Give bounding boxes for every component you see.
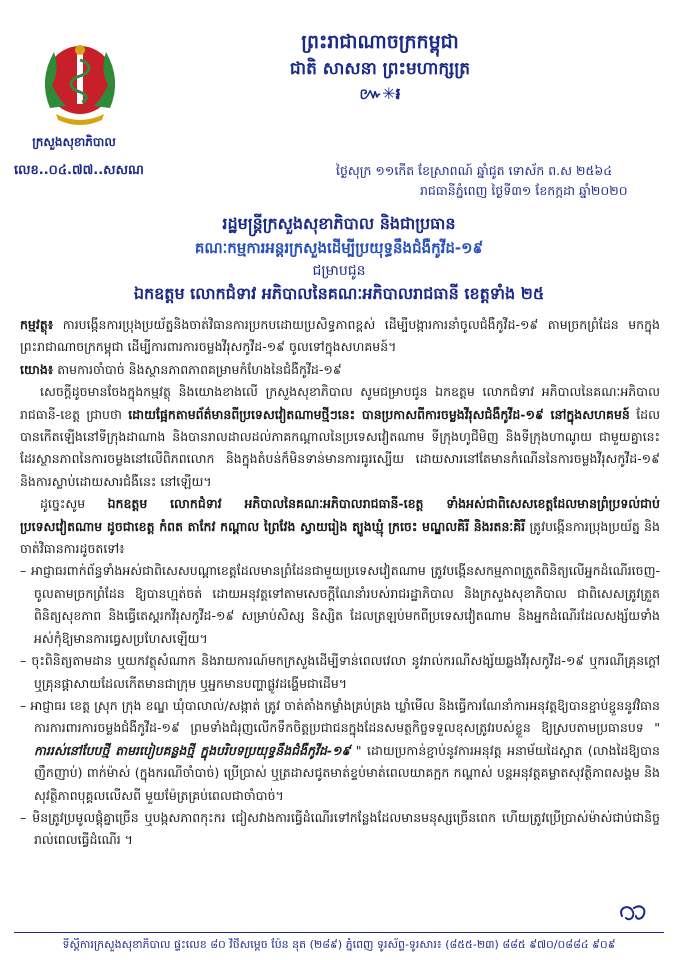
paragraph-1 (20, 381, 660, 493)
paragraph-2-part-a: ដូច្នេះសូម (40, 496, 108, 512)
letter-title (0, 212, 678, 306)
ornament-divider: ៚✳៛ (359, 84, 401, 103)
subject-label: កម្មវត្ថុ៖ (20, 317, 54, 332)
reference-label: យោង៖ (20, 361, 54, 377)
ministry-of-health-emblem-icon (30, 30, 130, 130)
bullet-3-part-a: – អាជ្ញាធរ ខេត្ត ស្រុក ក្រុង ខណ្ឌ ឃុំបាលាល់/សង្កាត់ ត្រូវ ចាត់តាំងកម្លាំងគ្រប់គ្រង ឃ្លាំមើល និងធ្វើការណែនាំការអនុវត្តឱ្យបានខ្ជាប់ខ្ជួននូវវិធានការការពារការចម្លងជំងឺកូវីដ-១៩ ព្រមទាំងជំរុញលើកទឹកចិត្តប្រជាជនក្នុងដែនសមត្ថកិច្ចទទួលខុសត្រូវរបស់ខ្លួន ឱ្យស្របតាមប្រធានបទ " (20, 697, 660, 736)
paragraph-2-part-b: ឯកឧត្តម លោកជំទាវ អភិបាលនៃគណៈអភិបាលរាជធានី-ខេត្ត ទាំងអស់ជាពិសេសខេត្តដែលមានព្រំប្រទល់ជាប់ប្រទេសវៀតណាម ដូចជាខេត្ត កំពត តាកែវ កណ្តាល ព្រៃវែង ស្វាយរៀង ត្បូងឃ្មុំ ក្រចេះ មណ្ឌលគិរី និងរតនៈគិរី (20, 496, 660, 534)
bullet-item-2: – ចុះពិនិត្យតាមដាន ឬយកវត្ថុសំណាក និងរាយការណ៍មកក្រសួងដើម្បីទាន់ពេលវេលា នូវរាល់ករណីសង្ស័យឆ្លងវីរុសកូវីដ-១៩ ឬករណីគ្រុនក្តៅ ឬគ្រុនផ្តាសាយដែលកើតមានជាក្រុម ឬអ្នកមានបញ្ហាផ្លូវដង្ហើមជាដើម។ (20, 653, 660, 691)
title-line-1: រដ្ឋមន្ត្រីក្រសួងសុខាភិបាល និងជាប្រធាន (222, 214, 456, 233)
subject-text: ការបង្កើនការប្រុងប្រយ័ត្ននិងចាត់វិធានការប្រកបដោយប្រសិទ្ធភាពខ្ពស់ ដើម្បីបង្ការការនាំចូលជំងឺកូវីដ-១៩ តាមច្រកព្រំដែន មកក្នុងព្រះរាជាណាចក្រកម្ពុជា ដើម្បីការពារការចម្លងវីរុសកូវីដ-១៩ ចូលទៅក្នុងសហគមន៍។ (20, 317, 660, 355)
initial-signature-icon (614, 900, 654, 928)
subject-paragraph (20, 314, 660, 359)
lunar-date: ថ្ងៃសុក្រ ១១កើត ខែស្រាពណ៍ ឆ្នាំជូត ទោស័ក ព.ស ២៥៦៤ (336, 163, 613, 178)
bullet-3-slogan: ការរស់នៅបែបថ្មី តាមរបៀបគន្លងថ្មី ក្នុងបរិបទប្រយុទ្ធនឹងជំងឺកូវីដ-១៩ (34, 742, 351, 758)
title-line-4: ឯកឧត្តម លោកជំទាវ អភិបាលនៃគណៈអភិបាលរាជធានី ខេត្តទាំង ២៥ (133, 284, 545, 303)
paragraph-2 (20, 493, 660, 560)
paragraph-1-part-b: ដោយផ្អែកតាមព័ត៌មានពីប្រទេសវៀតណាមថ្មីៗនេះ បានប្រកាសពីការចម្លងវីរុសជំងឺកូវីដ-១៩ នៅក្នុងសហគមន៍ (128, 406, 630, 422)
footer-divider (14, 932, 664, 933)
bullet-item-1: – អាជ្ញាធរពាក់ព័ន្ធទាំងអស់ជាពិសេសបណ្តាខេត្តដែលមានព្រំដែនជាមួយប្រទេសវៀតណាម ត្រូវបង្កើនសកម្មភាពត្រួតពិនិត្យលើអ្នកដំណើរចេញ-ចូលតាមច្រកព្រំដែន ឱ្យបានហ្មត់ចត់ ដោយអនុវត្តទៅតាមសេចក្តីណែនាំរបស់រាជរដ្ឋាភិបាល និងក្រសួងសុខាភិបាល ជាពិសេសត្រូវត្រួតពិនិត្យសុខភាព និងធ្វើតេស្តរកវីរុសកូវីដ-១៩ សម្រាប់សិស្ស និស្សិត ដែលត្រឡប់មកពីប្រទេសវៀតណាម និងអ្នកដំណើរដែលសង្ស័យទាំងអស់កុំឱ្យមានការធ្វេសប្រហែសឡើយ។ (20, 563, 660, 646)
letterhead (190, 28, 570, 106)
bullet-3-part-c: " ដោយប្រកាន់ខ្ជាប់នូវការអនុវត្ត អនាម័យដៃស្អាត (លាងដៃឱ្យបានញឹកញាប់) ពាក់ម៉ាស់ (ក្នុងករណីចាំបាច់) ប្រើប្រាស់ ឬត្រដាសជូតមាត់ខ្ទប់មាត់ពេលយាគក្អក កណ្តាស់ បន្តអនុវត្តគម្លាតសុវត្ថិភាពសង្គម និងសុវត្ថិភាពបុគ្គលលើសពី មួយម៉ែត្រគ្រប់ពេលជាចាំបាច់។ (34, 742, 660, 803)
reference-paragraph (20, 359, 660, 381)
paragraph-2-part-c: ត្រូវបង្កើនការប្រុងប្រយ័ត្ន និងចាត់វិធានការដូចតទៅ៖ (20, 518, 660, 557)
ministry-name: ក្រសួងសុខាភិបាល (32, 135, 116, 149)
reference-number: លេខ..០៤.៧៧..សសណ (14, 163, 144, 178)
title-line-3: ជម្រាបជូន (312, 263, 366, 279)
paragraph-1-part-a: សេចក្តីដូចមានចែងក្នុងកម្មវត្ថុ និងយោងខាងលើ ក្រសួងសុខាភិបាល សូមជម្រាបជូន ឯកឧត្តម លោកជំទាវ អភិបាលនៃគណៈអភិបាលរាជធានី-ខេត្ត ជ្រាបថា (20, 384, 660, 422)
bullet-item-4: – មិនត្រូវប្រមូលផ្តុំគ្នាច្រើន ឬបង្កសភាពកុះករ ជៀសវាងការធ្វើដំណើរទៅកន្លែងដែលមានមនុស្សច្រើនពេក ហើយត្រូវប្រើប្រាស់ម៉ាស់ជាប់ជានិច្ចរាល់ពេលធ្វើដំណើរ ។ (20, 809, 660, 848)
bullet-item-3 (20, 695, 660, 807)
paragraph-1-part-c: ដែលបានកើតឡើងនៅទីក្រុងដាណាង និងបានរាលដាលដល់ភាគកណ្តាលនៃប្រទេសវៀតណាម ទីក្រុងហូជីមិញ និងទីក្រុងហាណូយ ជាមួយគ្នានេះដែរស្ថានភាពនៃការចម្លងនៅលើពិភពលោក និងក្នុងតំបន់ក៏មិនទាន់មានការធូរស្បើយ ដោយសារនៅតែមានកំណើននៃការចម្លងវីរុសកូវីដ-១៩ និងការស្លាប់ដោយសារជំងឺនេះ នៅឡើយ។ (20, 406, 660, 489)
title-line-2: គណៈកម្មការអន្តរក្រសួងដើម្បីប្រយុទ្ធនឹងជំងឺកូវីដ-១៩ (194, 239, 484, 257)
letter-body (20, 314, 660, 852)
footer-address: ទីស្តីការក្រសួងសុខាភិបាល ផ្ទះលេខ ៨០ វិថីសម្តេច ប៉ែន នុត (២៨៩) ភ្នំពេញ ទូរស័ព្ទ-ទូរសារ៖ (៨៥៥-២៣) ៨៨៥ ៩៧០/០៨៨៤ ៩០៩ (62, 938, 616, 951)
national-motto: ជាតិ សាសនា ព្រះមហាក្សត្រ (289, 59, 471, 79)
solar-date: រាជធានីភ្នំពេញ ថ្ងៃទី៣១ ខែកក្កដា ឆ្នាំ២០២០ (420, 183, 628, 198)
reference-text: តាមការចាំបាច់ និងស្ថានភាពភាពគម្រាមកំហែងនៃជំងឺកូវីដ-១៩ (53, 361, 342, 377)
kingdom-name: ព្រះរាជាណាចក្រកម្ពុជា (301, 31, 459, 53)
